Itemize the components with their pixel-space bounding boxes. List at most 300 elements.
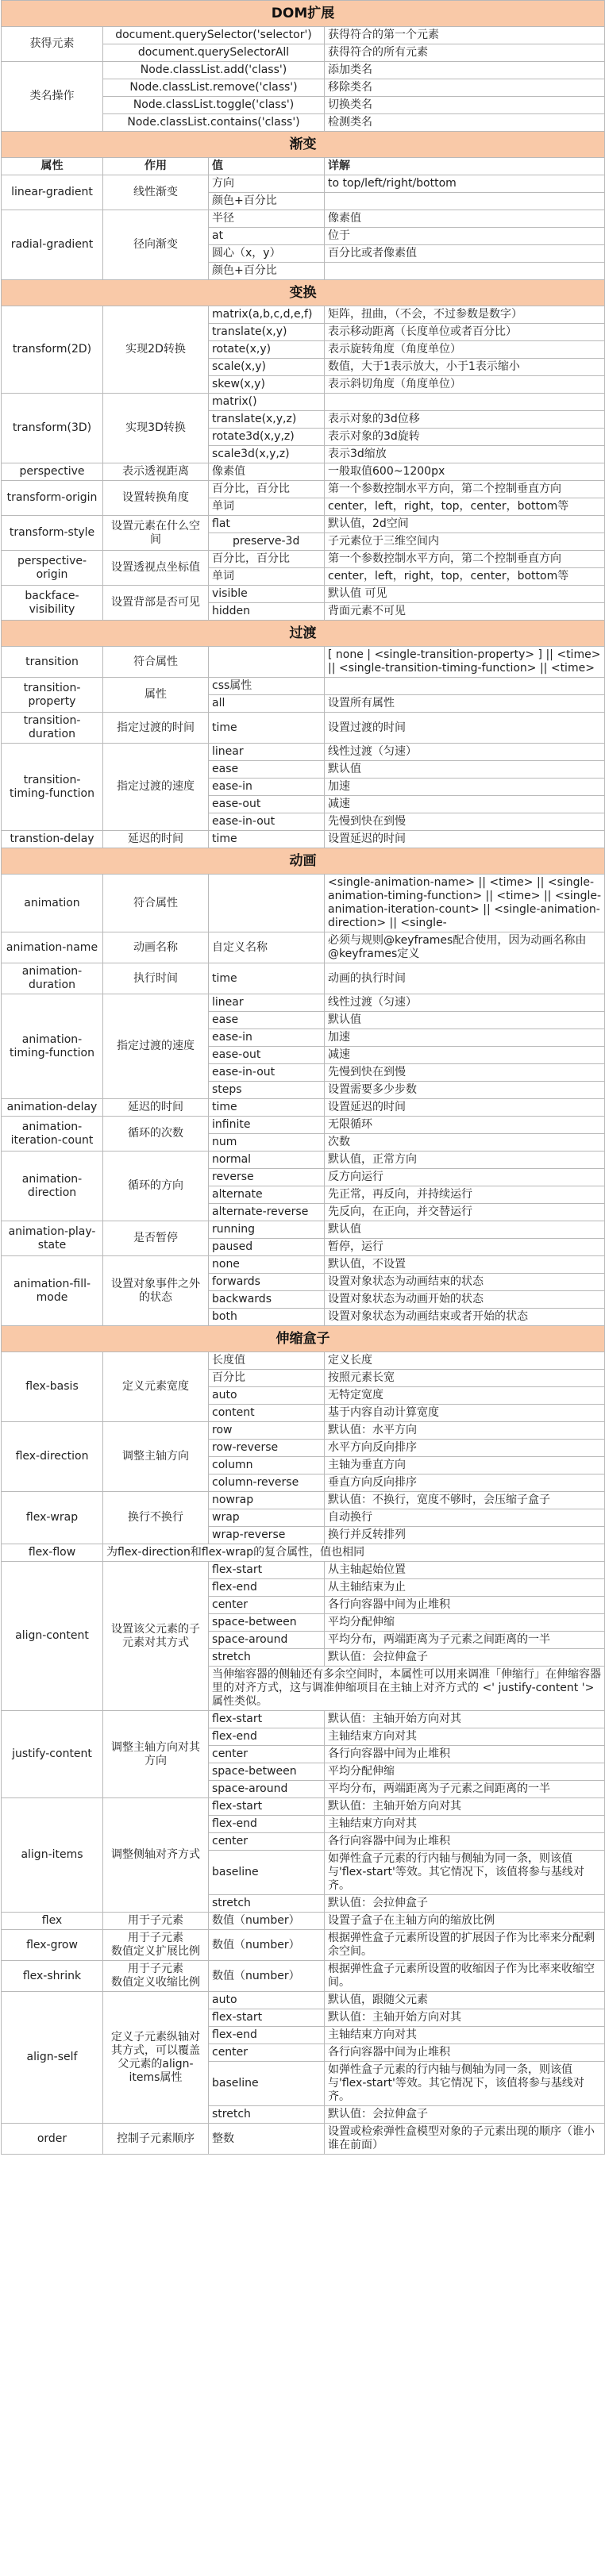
row-detail: 垂直方向反向排序: [325, 1474, 605, 1492]
row-property: flex-direction: [2, 1422, 103, 1492]
row-detail: 线性过渡（匀速）: [325, 744, 605, 761]
row-detail: center，left，right，top，center，bottom等: [325, 568, 605, 586]
column-header-detail: 详解: [325, 158, 605, 175]
row-detail: 设置延迟的时间: [325, 1099, 605, 1117]
row-value: ease-in: [209, 779, 325, 796]
row-detail: 数值，大于1表示放大，小于1表示缩小: [325, 359, 605, 376]
table-row: [2, 551, 605, 568]
row-method: document.querySelector('selector'): [103, 27, 325, 44]
table-row: [2, 1562, 605, 1579]
row-value: auto: [209, 1387, 325, 1405]
row-detail: 一般取值600~1200px: [325, 463, 605, 481]
row-description: 切换类名: [325, 97, 605, 114]
row-property: flex-flow: [2, 1544, 103, 1562]
row-value: flex-start: [209, 2009, 325, 2027]
row-purpose: 控制子元素顺序: [103, 2124, 209, 2155]
row-purpose: 实现2D转换: [103, 306, 209, 394]
row-value: space-between: [209, 1763, 325, 1781]
row-value: translate(x,y): [209, 324, 325, 341]
row-purpose: 用于子元素 数值定义扩展比例: [103, 1930, 209, 1961]
row-value: 百分比，百分比: [209, 551, 325, 568]
row-detail: 默认值，不设置: [325, 1256, 605, 1274]
row-detail: 各行向容器中间为止堆积: [325, 1746, 605, 1763]
column-header-purpose: 作用: [103, 158, 209, 175]
row-value: 方向: [209, 175, 325, 193]
row-value: none: [209, 1256, 325, 1274]
row-detail: 默认值：会拉伸盒子: [325, 1649, 605, 1667]
row-detail: 默认值：主轴开始方向对其: [325, 1798, 605, 1816]
row-detail: 默认值：会拉伸盒子: [325, 1895, 605, 1913]
row-detail: <single-animation-name> || <time> || <single-animation-timing-function> || <time> || <single-animation-iteration-count> || <single-animation-direction> || <single-: [325, 875, 605, 932]
row-detail: 无特定宽度: [325, 1387, 605, 1405]
row-property: animation-delay: [2, 1099, 103, 1117]
row-value: preserve-3d: [209, 533, 325, 551]
row-value: ease-out: [209, 796, 325, 813]
column-header-value: 值: [209, 158, 325, 175]
row-method: document.querySelectorAll: [103, 44, 325, 62]
row-value: wrap-reverse: [209, 1527, 325, 1544]
row-detail: 各行向容器中间为止堆积: [325, 1597, 605, 1614]
row-value: flex-end: [209, 1579, 325, 1597]
row-purpose: 是否暂停: [103, 1221, 209, 1256]
row-detail: 设置需要多少步数: [325, 1082, 605, 1099]
row-detail: 默认值：主轴开始方向对其: [325, 1711, 605, 1728]
row-property: flex-grow: [2, 1930, 103, 1961]
row-value: center: [209, 1746, 325, 1763]
row-value: stretch: [209, 2106, 325, 2124]
row-value: running: [209, 1221, 325, 1239]
row-detail: 平均分配伸缩: [325, 1614, 605, 1632]
table-row: [2, 994, 605, 1012]
row-purpose: 用于子元素 数值定义收缩比例: [103, 1961, 209, 1992]
table-row: [2, 62, 605, 79]
table-row: [2, 1422, 605, 1440]
table-row: [2, 1711, 605, 1728]
row-purpose: 实现3D转换: [103, 394, 209, 463]
row-value: 数值（number）: [209, 1913, 325, 1930]
row-value: hidden: [209, 603, 325, 621]
row-detail: to top/left/right/bottom: [325, 175, 605, 193]
row-detail: 矩阵，扭曲，（不会，不过参数是数字）: [325, 306, 605, 324]
row-value: 百分比，百分比: [209, 481, 325, 498]
row-purpose: 定义子元素纵轴对其方式，可以覆盖父元素的align-items属性: [103, 1992, 209, 2124]
row-value: 自定义名称: [209, 932, 325, 963]
table-row: [2, 1492, 605, 1509]
row-property: animation-fill-mode: [2, 1256, 103, 1326]
row-property: align-items: [2, 1798, 103, 1913]
row-detail: 主轴结束方向对其: [325, 1728, 605, 1746]
row-detail: 默认值：不换行，宽度不够时，会压缩子盒子: [325, 1492, 605, 1509]
table-row: [2, 175, 605, 193]
table-row: [2, 1961, 605, 1992]
row-detail: 根据弹性盒子元素所设置的收缩因子作为比率来收缩空间。: [325, 1961, 605, 1992]
row-value: time: [209, 713, 325, 744]
row-detail: 设置子盒子在主轴方向的缩放比例: [325, 1913, 605, 1930]
row-detail: 第一个参数控制水平方向，第二个控制垂直方向: [325, 481, 605, 498]
row-purpose: 调整主轴方向: [103, 1422, 209, 1492]
row-detail: [325, 193, 605, 210]
row-detail: [325, 678, 605, 695]
row-purpose: 循环的次数: [103, 1117, 209, 1152]
row-detail: 先反向，在正向，并交替运行: [325, 1204, 605, 1221]
row-purpose: 指定过渡的速度: [103, 994, 209, 1099]
row-detail: [325, 263, 605, 280]
row-detail: 各行向容器中间为止堆积: [325, 1833, 605, 1851]
row-value: row-reverse: [209, 1440, 325, 1457]
row-purpose: 指定过渡的速度: [103, 744, 209, 831]
row-value: 数值（number）: [209, 1930, 325, 1961]
row-detail: 线性过渡（匀速）: [325, 994, 605, 1012]
row-value: nowrap: [209, 1492, 325, 1509]
row-value: time: [209, 1099, 325, 1117]
row-purpose: 调整侧轴对齐方式: [103, 1798, 209, 1913]
table-row: [2, 586, 605, 603]
row-value: time: [209, 963, 325, 994]
row-purpose: 设置转换角度: [103, 481, 209, 516]
section-title: DOM扩展: [2, 1, 605, 27]
table-row: [2, 1798, 605, 1816]
table-row: [2, 2124, 605, 2155]
table-row: [2, 713, 605, 744]
table-row: [2, 1221, 605, 1239]
row-value: skew(x,y): [209, 376, 325, 394]
row-property: transform(2D): [2, 306, 103, 394]
row-detail: 先慢到快在到慢: [325, 1064, 605, 1082]
row-detail: 主轴为垂直方向: [325, 1457, 605, 1474]
row-value: ease-out: [209, 1047, 325, 1064]
section-title: 过渡: [2, 621, 605, 647]
table-row: [2, 1352, 605, 1370]
row-purpose: 符合属性: [103, 647, 209, 678]
row-property: animation-timing-function: [2, 994, 103, 1099]
row-property: transform-style: [2, 516, 103, 551]
row-value: center: [209, 1597, 325, 1614]
row-value: scale(x,y): [209, 359, 325, 376]
row-purpose: 延迟的时间: [103, 831, 209, 848]
row-property: flex-basis: [2, 1352, 103, 1422]
row-property: perspective: [2, 463, 103, 481]
row-value: flat: [209, 516, 325, 533]
table-row: [2, 647, 605, 678]
row-detail: 默认值，2d空间: [325, 516, 605, 533]
row-property: linear-gradient: [2, 175, 103, 210]
row-description: 获得符合的所有元素: [325, 44, 605, 62]
row-detail: 暂停，运行: [325, 1239, 605, 1256]
row-value: column: [209, 1457, 325, 1474]
row-property: transition-timing-function: [2, 744, 103, 831]
row-value: 颜色+百分比: [209, 193, 325, 210]
row-detail: 必须与规则@keyframes配合使用，因为动画名称由@keyframes定义: [325, 932, 605, 963]
row-value: at: [209, 228, 325, 245]
row-value: reverse: [209, 1169, 325, 1186]
row-detail: 反方向运行: [325, 1169, 605, 1186]
row-value: stretch: [209, 1895, 325, 1913]
row-value: 像素值: [209, 463, 325, 481]
table-row: [2, 394, 605, 411]
row-detail: 加速: [325, 779, 605, 796]
row-detail: 子元素位于三维空间内: [325, 533, 605, 551]
table-row: [2, 306, 605, 324]
row-value: ease-in-out: [209, 813, 325, 831]
row-value: forwards: [209, 1274, 325, 1291]
row-value: steps: [209, 1082, 325, 1099]
row-category: 获得元素: [2, 27, 103, 62]
row-detail: 表示移动距离（长度单位或者百分比）: [325, 324, 605, 341]
table-row: [2, 463, 605, 481]
table-row: [2, 875, 605, 932]
row-value: flex-start: [209, 1562, 325, 1579]
row-value: ease-in: [209, 1029, 325, 1047]
row-purpose: 设置背部是否可见: [103, 586, 209, 621]
row-method: Node.classList.add('class'): [103, 62, 325, 79]
row-detail: 平均分配伸缩: [325, 1763, 605, 1781]
row-method: Node.classList.contains('class'): [103, 114, 325, 132]
section-header-row: [2, 848, 605, 875]
section-title: 动画: [2, 848, 605, 875]
row-detail: 表示对象的3d位移: [325, 411, 605, 429]
row-property: animation-name: [2, 932, 103, 963]
row-purpose: 设置该父元素的子元素对其方式: [103, 1562, 209, 1711]
row-description: 获得符合的第一个元素: [325, 27, 605, 44]
row-property: animation-direction: [2, 1152, 103, 1221]
row-value: ease: [209, 1012, 325, 1029]
row-detail: 设置对象状态为动画开始的状态: [325, 1291, 605, 1309]
row-detail: 平均分布，两端距离为子元素之间距离的一半: [325, 1632, 605, 1649]
row-purpose: 径向渐变: [103, 210, 209, 280]
row-property: transform(3D): [2, 394, 103, 463]
row-purpose: 循环的方向: [103, 1152, 209, 1221]
table-row: [2, 27, 605, 44]
row-detail: 默认值 可见: [325, 586, 605, 603]
table-row: [2, 932, 605, 963]
row-purpose: 设置元素在什么空间: [103, 516, 209, 551]
row-detail: 设置延迟的时间: [325, 831, 605, 848]
row-detail: 默认值: [325, 761, 605, 779]
row-value: flex-start: [209, 1711, 325, 1728]
row-detail: 设置对象状态为动画结束的状态: [325, 1274, 605, 1291]
row-property: animation-duration: [2, 963, 103, 994]
row-purpose: 符合属性: [103, 875, 209, 932]
row-value: translate(x,y,z): [209, 411, 325, 429]
row-detail: [ none | <single-transition-property> ] || <time> || <single-transition-timing-function> || <time>: [325, 647, 605, 678]
row-value: 整数: [209, 2124, 325, 2155]
row-value: flex-end: [209, 1816, 325, 1833]
row-value: baseline: [209, 1851, 325, 1895]
row-value: alternate-reverse: [209, 1204, 325, 1221]
column-header-property: 属性: [2, 158, 103, 175]
table-row: [2, 481, 605, 498]
row-detail: 基于内容自动计算宽度: [325, 1405, 605, 1422]
row-value: alternate: [209, 1186, 325, 1204]
row-detail: 默认值，跟随父元素: [325, 1992, 605, 2009]
row-value: center: [209, 1833, 325, 1851]
row-value: stretch: [209, 1649, 325, 1667]
row-purpose: 动画名称: [103, 932, 209, 963]
row-detail: 默认值: [325, 1012, 605, 1029]
row-value: matrix(): [209, 394, 325, 411]
row-detail: 各行向容器中间为止堆积: [325, 2044, 605, 2062]
row-value: 颜色+百分比: [209, 263, 325, 280]
row-value: [209, 875, 325, 932]
row-detail: 主轴结束方向对其: [325, 1816, 605, 1833]
reference-table: [1, 0, 605, 2155]
row-description: 检测类名: [325, 114, 605, 132]
section-header-row: [2, 1, 605, 27]
row-value: backwards: [209, 1291, 325, 1309]
row-value: paused: [209, 1239, 325, 1256]
row-detail: 减速: [325, 796, 605, 813]
table-row: [2, 1992, 605, 2009]
row-detail: 无限循环: [325, 1117, 605, 1134]
row-property: transtion-delay: [2, 831, 103, 848]
section-header-row: [2, 280, 605, 306]
row-value: rotate(x,y): [209, 341, 325, 359]
row-detail: 加速: [325, 1029, 605, 1047]
row-property: flex-shrink: [2, 1961, 103, 1992]
row-value: space-between: [209, 1614, 325, 1632]
table-row: [2, 744, 605, 761]
row-value: space-around: [209, 1781, 325, 1798]
section-title: 伸缩盒子: [2, 1326, 605, 1352]
row-purpose: 换行不换行: [103, 1492, 209, 1544]
row-detail: 设置或检索弹性盒模型对象的子元素出现的顺序（谁小谁在前面）: [325, 2124, 605, 2155]
row-value: num: [209, 1134, 325, 1152]
row-detail: 主轴结束方向对其: [325, 2027, 605, 2044]
row-value: flex-end: [209, 1728, 325, 1746]
row-purpose: 指定过渡的时间: [103, 713, 209, 744]
section-header-row: [2, 132, 605, 158]
table-row: [2, 1117, 605, 1134]
table-row: [2, 1930, 605, 1961]
row-property: align-content: [2, 1562, 103, 1711]
row-detail: 换行并反转排列: [325, 1527, 605, 1544]
row-value: [209, 647, 325, 678]
row-property: order: [2, 2124, 103, 2155]
row-detail: 次数: [325, 1134, 605, 1152]
section-title: 渐变: [2, 132, 605, 158]
row-detail: 设置过渡的时间: [325, 713, 605, 744]
section-title: 变换: [2, 280, 605, 306]
table-row: [2, 678, 605, 695]
table-row: [2, 1152, 605, 1169]
table-row: [2, 831, 605, 848]
section-header-row: [2, 621, 605, 647]
row-description: 移除类名: [325, 79, 605, 97]
row-value: both: [209, 1309, 325, 1326]
row-value: baseline: [209, 2062, 325, 2106]
table-row: [2, 1913, 605, 1930]
row-purpose: 设置对象事件之外的状态: [103, 1256, 209, 1326]
section-header-row: [2, 1326, 605, 1352]
row-purpose: 执行时间: [103, 963, 209, 994]
row-value: 数值（number）: [209, 1961, 325, 1992]
table-row: [2, 1099, 605, 1117]
row-value: content: [209, 1405, 325, 1422]
row-description: 添加类名: [325, 62, 605, 79]
row-purpose: 延迟的时间: [103, 1099, 209, 1117]
row-property: align-self: [2, 1992, 103, 2124]
row-detail: 表示对象的3d旋转: [325, 429, 605, 446]
row-detail: 先慢到快在到慢: [325, 813, 605, 831]
css-reference-sheet: [1, 0, 604, 2155]
row-value: flex-end: [209, 2027, 325, 2044]
row-value: wrap: [209, 1509, 325, 1527]
row-detail: 定义长度: [325, 1352, 605, 1370]
row-note: 为flex-direction和flex-wrap的复合属性，值也相同: [103, 1544, 605, 1562]
row-property: animation-play-state: [2, 1221, 103, 1256]
row-value: center: [209, 2044, 325, 2062]
row-value: 单词: [209, 498, 325, 516]
row-value: 圆心（x，y）: [209, 245, 325, 263]
row-purpose: 定义元素宽度: [103, 1352, 209, 1422]
row-detail: 背面元素不可见: [325, 603, 605, 621]
row-detail: 自动换行: [325, 1509, 605, 1527]
row-value: all: [209, 695, 325, 713]
row-detail: 百分比或者像素值: [325, 245, 605, 263]
row-method: Node.classList.toggle('class'): [103, 97, 325, 114]
row-detail: 从主轴起始位置: [325, 1562, 605, 1579]
row-detail: 像素值: [325, 210, 605, 228]
row-value: column-reverse: [209, 1474, 325, 1492]
row-detail: 第一个参数控制水平方向，第二个控制垂直方向: [325, 551, 605, 568]
table-row: [2, 1544, 605, 1562]
row-purpose: 表示透视距离: [103, 463, 209, 481]
row-value: infinite: [209, 1117, 325, 1134]
row-detail: 按照元素长宽: [325, 1370, 605, 1387]
table-row: [2, 210, 605, 228]
row-property: animation-iteration-count: [2, 1117, 103, 1152]
row-value: scale3d(x,y,z): [209, 446, 325, 463]
row-detail: 如弹性盒子元素的行内轴与侧轴为同一条，则该值与'flex-start'等效。其它情况下，该值将参与基线对齐。: [325, 1851, 605, 1895]
row-property: perspective-origin: [2, 551, 103, 586]
row-property: transition-property: [2, 678, 103, 713]
row-value: 百分比: [209, 1370, 325, 1387]
row-detail: 设置所有属性: [325, 695, 605, 713]
row-value: visible: [209, 586, 325, 603]
row-detail: 默认值，正常方向: [325, 1152, 605, 1169]
row-value: ease: [209, 761, 325, 779]
row-value: css属性: [209, 678, 325, 695]
row-value: matrix(a,b,c,d,e,f): [209, 306, 325, 324]
row-detail: 默认值：主轴开始方向对其: [325, 2009, 605, 2027]
row-note: 当伸缩容器的侧轴还有多余空间时，本属性可以用来调准「伸缩行」在伸缩容器里的对齐方式，这与调准伸缩项目在主轴上对齐方式的 <' justify-content '> 属性类似。: [209, 1667, 605, 1711]
row-detail: 动画的执行时间: [325, 963, 605, 994]
table-row: [2, 963, 605, 994]
row-property: flex-wrap: [2, 1492, 103, 1544]
row-value: 长度值: [209, 1352, 325, 1370]
row-value: normal: [209, 1152, 325, 1169]
row-detail: 表示旋转角度（角度单位）: [325, 341, 605, 359]
row-property: animation: [2, 875, 103, 932]
row-property: transition-duration: [2, 713, 103, 744]
row-detail: 减速: [325, 1047, 605, 1064]
column-header-row: [2, 158, 605, 175]
row-value: linear: [209, 994, 325, 1012]
row-detail: 根据弹性盒子元素所设置的扩展因子作为比率来分配剩余空间。: [325, 1930, 605, 1961]
row-detail: 表示3d缩放: [325, 446, 605, 463]
row-value: auto: [209, 1992, 325, 2009]
row-purpose: 设置透视点坐标值: [103, 551, 209, 586]
row-detail: 默认值：会拉伸盒子: [325, 2106, 605, 2124]
row-purpose: 用于子元素: [103, 1913, 209, 1930]
row-detail: 默认值: [325, 1221, 605, 1239]
row-property: transform-origin: [2, 481, 103, 516]
row-value: rotate3d(x,y,z): [209, 429, 325, 446]
row-property: justify-content: [2, 1711, 103, 1798]
row-property: flex: [2, 1913, 103, 1930]
row-detail: 设置对象状态为动画结束或者开始的状态: [325, 1309, 605, 1326]
row-value: ease-in-out: [209, 1064, 325, 1082]
